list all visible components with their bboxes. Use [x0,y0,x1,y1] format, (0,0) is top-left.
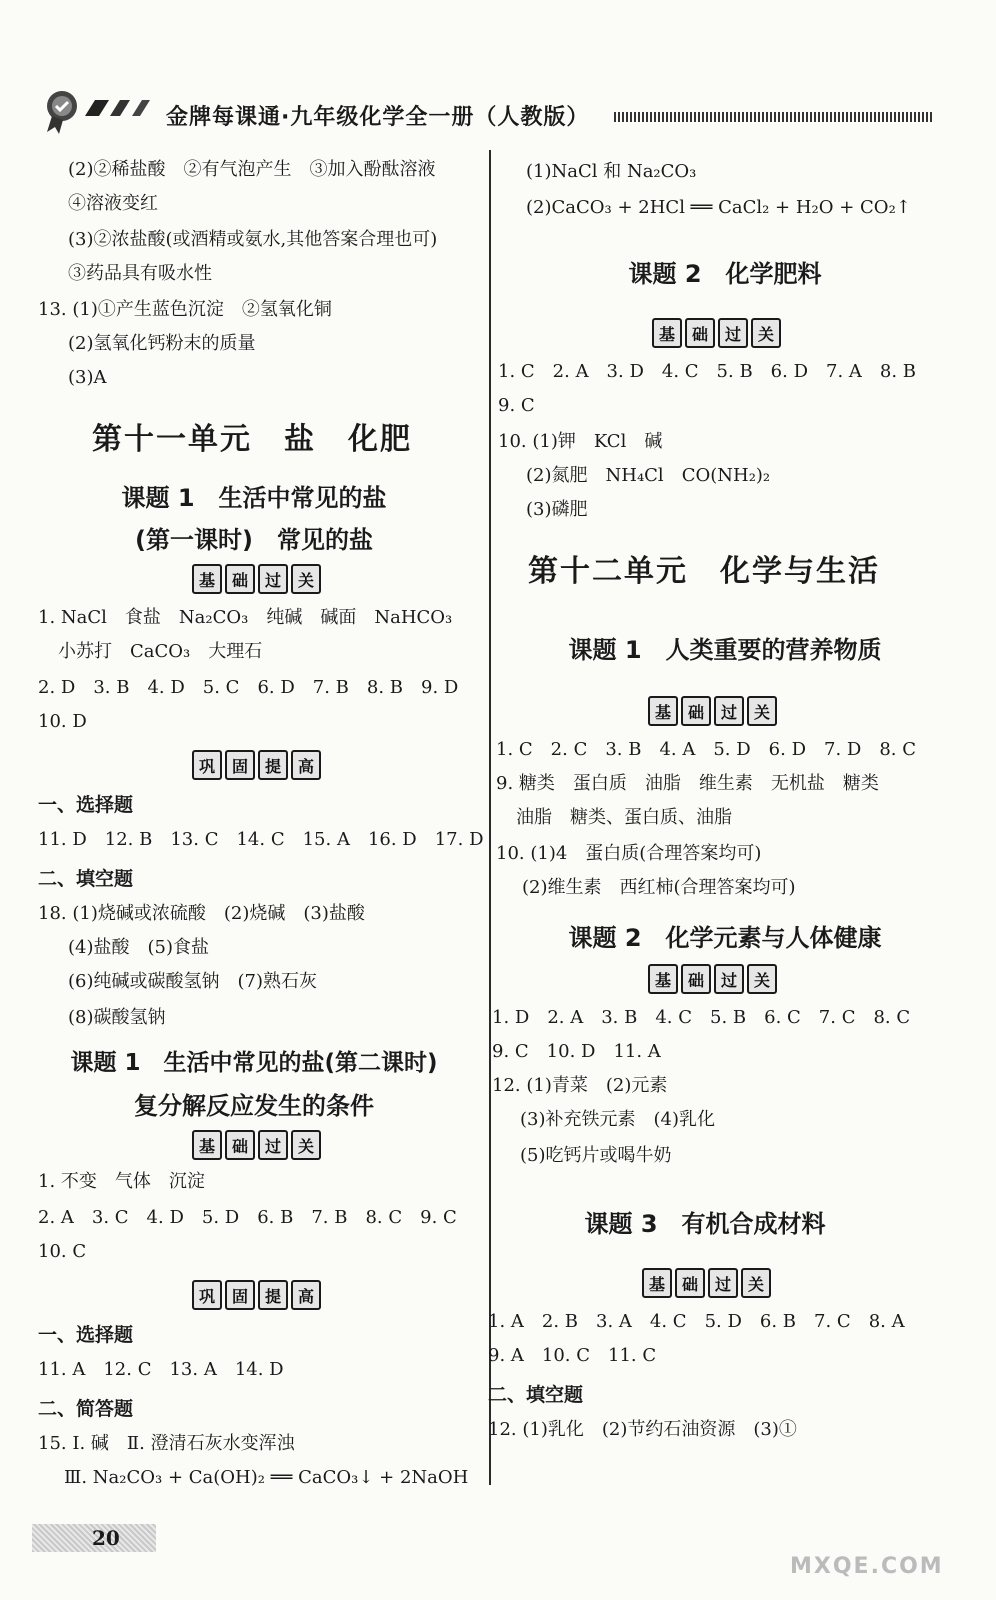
answer-line: ④溶液变红 [68,193,158,214]
column-divider [489,150,491,1485]
lesson-title: 课题 1 生活中常见的盐(第二课时) [70,1050,438,1076]
answer-line: (1)NaCl 和 Na₂CO₃ [526,161,697,182]
answer-line: 12. (1)乳化 (2)节约石油资源 (3)① [488,1419,797,1440]
section-badge-basic: 基 础 过 关 [192,564,321,594]
answer-line: 15. Ⅰ. 碱 Ⅱ. 澄清石灰水变浑浊 [38,1433,295,1454]
answer-line: 油脂 糖类、蛋白质、油脂 [516,807,732,828]
lesson-title: 课题 2 化学肥料 [628,260,822,288]
header-rule [614,112,932,122]
answer-line: 10. D [38,711,87,732]
answer-line: 10. (1)4 蛋白质(合理答案均可) [496,843,762,864]
answer-line: (3)②浓盐酸(或酒精或氨水,其他答案合理也可) [68,229,438,250]
answer-line: ③药品具有吸水性 [68,263,212,284]
answer-line: 1. A 2. B 3. A 4. C 5. D 6. B 7. C 8. A [488,1311,905,1332]
answer-line: 2. A 3. C 4. D 5. D 6. B 7. B 8. C 9. C [38,1207,457,1228]
answer-line: 9. C 10. D 11. A [492,1041,661,1062]
answer-line: 1. C 2. C 3. B 4. A 5. D 6. D 7. D 8. C [496,739,917,760]
unit-title: 第十二单元 化学与生活 [528,554,880,589]
answer-line: (3)A [68,367,107,388]
answer-line: (4)盐酸 (5)食盐 [68,937,209,958]
answer-line: Ⅲ. Na₂CO₃ + Ca(OH)₂ ══ CaCO₃↓ + 2NaOH [64,1467,469,1488]
answer-line: 1. NaCl 食盐 Na₂CO₃ 纯碱 碱面 NaHCO₃ [38,607,453,628]
lesson-subtitle: (第一课时) 常见的盐 [135,526,373,554]
answer-line: 11. D 12. B 13. C 14. C 15. A 16. D 17. D [38,829,484,850]
section-heading: 二、简答题 [38,1398,134,1420]
section-heading: 一、选择题 [38,794,134,816]
answer-line: (3)补充铁元素 (4)乳化 [520,1109,715,1130]
section-badge-improve: 巩 固 提 高 [192,1280,321,1310]
answer-line: 18. (1)烧碱或浓硫酸 (2)烧碱 (3)盐酸 [38,903,365,924]
unit-title: 第十一单元 盐 化肥 [92,422,412,457]
answer-line: (6)纯碱或碳酸氢钠 (7)熟石灰 [68,971,317,992]
answer-line: 10. C [38,1241,87,1262]
answer-line: 2. D 3. B 4. D 5. C 6. D 7. B 8. B 9. D [38,677,459,698]
section-heading: 二、填空题 [488,1384,584,1406]
section-badge-improve: 巩 固 提 高 [192,750,321,780]
answer-line: (2)氢氧化钙粉末的质量 [68,333,256,354]
answer-line: 10. (1)钾 KCl 碱 [498,431,663,452]
section-badge-basic: 基 础 过 关 [642,1268,771,1298]
lesson-subtitle: 复分解反应发生的条件 [134,1092,374,1120]
answer-line: (2)维生素 西红柿(合理答案均可) [522,877,796,898]
section-badge-basic: 基 础 过 关 [192,1130,321,1160]
page-number: 20 [32,1524,156,1552]
answer-line: 13. (1)①产生蓝色沉淀 ②氢氧化铜 [38,299,332,320]
answer-line: 9. A 10. C 11. C [488,1345,657,1366]
header-badge-icon [40,86,160,136]
lesson-title: 课题 2 化学元素与人体健康 [568,924,882,952]
section-badge-basic: 基 础 过 关 [648,964,777,994]
lesson-title: 课题 3 有机合成材料 [584,1210,826,1238]
section-heading: 一、选择题 [38,1324,134,1346]
lesson-title: 课题 1 生活中常见的盐 [121,484,387,512]
section-badge-basic: 基 础 过 关 [648,696,777,726]
watermark-text: MXQE.COM [790,1554,944,1579]
answer-line: (5)吃钙片或喝牛奶 [520,1145,672,1166]
answer-line: (8)碳酸氢钠 [68,1007,166,1028]
answer-line: (2)②稀盐酸 ②有气泡产生 ③加入酚酞溶液 [68,159,436,180]
answer-line: 9. 糖类 蛋白质 油脂 维生素 无机盐 糖类 [496,773,879,794]
answer-line: 9. C [498,395,535,416]
section-heading: 二、填空题 [38,868,134,890]
answer-line: (3)磷肥 [526,499,588,520]
header-title: 金牌每课通·九年级化学全一册（人教版） [166,105,590,130]
answer-line: 11. A 12. C 13. A 14. D [38,1359,284,1380]
answer-line: 小苏打 CaCO₃ 大理石 [58,641,263,662]
answer-line: 1. D 2. A 3. B 4. C 5. B 6. C 7. C 8. C [492,1007,911,1028]
section-badge-basic: 基 础 过 关 [652,318,781,348]
answer-line: 1. 不变 气体 沉淀 [38,1171,205,1192]
answer-line: 12. (1)青菜 (2)元素 [492,1075,668,1096]
answer-line: (2)CaCO₃ + 2HCl ══ CaCl₂ + H₂O + CO₂↑ [526,197,911,218]
lesson-title: 课题 1 人类重要的营养物质 [568,636,882,664]
answer-line: (2)氮肥 NH₄Cl CO(NH₂)₂ [526,465,771,486]
answer-line: 1. C 2. A 3. D 4. C 5. B 6. D 7. A 8. B [498,361,917,382]
